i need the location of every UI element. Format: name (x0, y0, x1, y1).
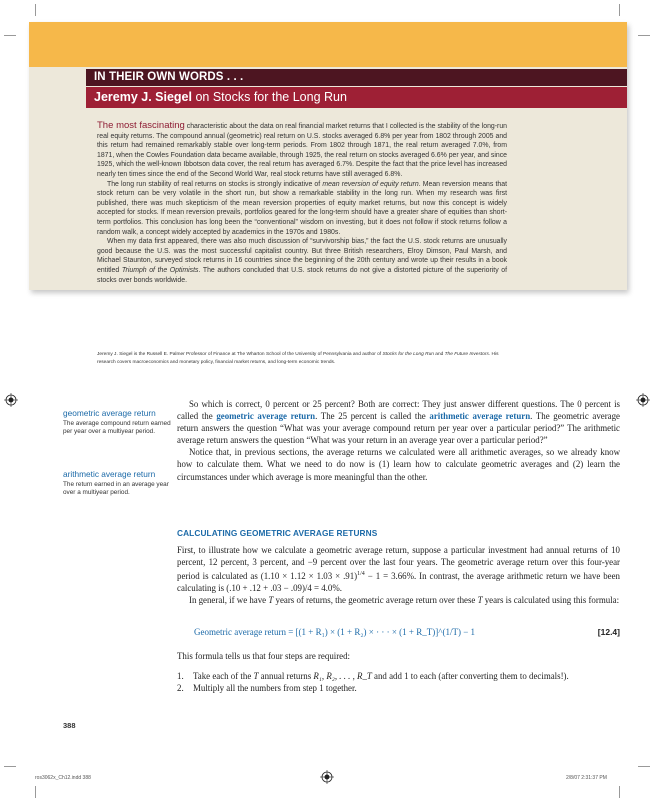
body-paragraph: In general, if we have T years of returns, the geometric average return over these T years is calculated using this formula: (189, 595, 620, 606)
glossary-term: geometric average return (63, 408, 156, 418)
feature-title-rest: on Stocks for the Long Run (191, 90, 347, 104)
feature-author: Jeremy J. Siegel (94, 90, 192, 104)
registration-mark-icon (636, 393, 650, 407)
page-number: 388 (63, 721, 76, 730)
feature-label: IN THEIR OWN WORDS . . . (86, 69, 627, 86)
crop-mark (35, 786, 36, 798)
glossary-entry (63, 470, 171, 497)
feature-box-header (29, 22, 627, 67)
essay-paragraph: The most fascinating characteristic about the data on real financial market returns that I collected is the stability of the long-run real equity returns. The compound annual (geometric) real return on U.S. stocks averaged 6.8% per year from 1802 through 2005 and this return had remained remarkably stable over long-term periods. From 1802 through 1871, the real return averaged 7.0%, from 1871, when the Cowles Foundation data became available, through 1925, the real return on stocks averaged 6.6% per year, and since 1925, which the well-known Ibbotson data cover, the real return has averaged 6.7%. Despite the fact that the price level has increased nearly ten times since the end of the Second World War, real stock returns have still averaged 6.8%. (97, 120, 508, 178)
glossary-definition: The return earned in an average year over a multiyear period. (63, 480, 169, 496)
body-text (177, 398, 620, 483)
glossary-term: arithmetic average return (63, 469, 156, 479)
glossary-definition: The average compound return earned per year over a multiyear period. (63, 419, 171, 435)
formula (177, 627, 620, 641)
crop-mark (4, 35, 16, 36)
registration-mark-icon (4, 393, 18, 407)
essay-paragraph: The long run stability of real returns on stocks is strongly indicative of mean reversion of equity return. Mean reversion means that stock return can be very volatile in the short run, but show a remarkable stability in the long run. When my research was first published, there was much skepticism of the mean reversion properties of equity market returns, but now this concept is widely accepted for stocks. If mean reversion prevails, portfolios geared for the long-term should have a greater share of equities than short-term portfolios. This conclusion has long been the “conventional” wisdom on investing, but it does not follow if stock returns follow a random walk, a concept widely accepted by academics in the 1970s and 1980s. (97, 180, 507, 236)
body-paragraph: So which is correct, 0 percent or 25 percent? Both are correct: They just answer different questions. The 0 percent is called the geometric average return. The 25 percent is called the arithmetic average return. The geometric average return answers the question “What was your average compound return per year over a particular period?” The arithmetic average return answers the question “What was your return in an average year over a particular period?” (177, 399, 620, 446)
body-paragraph: Notice that, in previous sections, the average returns we calculated were all arithmetic averages, so we already know how to calculate them. What we need to do now is (1) learn how to calculate geometric averages and (2) learn the circumstances under which average is more meaningful than the other. (177, 447, 620, 482)
key-term: arithmetic average return (429, 411, 531, 422)
key-term: geometric average return (216, 411, 316, 422)
feature-title (86, 87, 627, 108)
crop-mark (619, 786, 620, 798)
body-paragraph: First, to illustrate how we calculate a geometric average return, suppose a particular investment had annual returns of 10 percent, 12 percent, 3 percent, and −9 percent over the last four years. The geometric average return over this four-year period is calculated as $(1.10 \times 1.12 \times 1.03 \times .91)^{1/4} - 1 = 3.66\%$. In contrast, the average arithmetic return we have been calculating is (.10 + .12 + .03 − .09)/4 = 4.0%. (177, 545, 620, 594)
crop-mark (638, 766, 650, 767)
body-paragraph: This formula tells us that four steps are required: (177, 651, 351, 661)
crop-mark (35, 4, 36, 16)
formula-expression: Geometric average return = [(1 + R₁) × (1 + R₂) × · · · × (1 + R_T)]^(1/T) − 1 (194, 627, 476, 637)
print-slug: ros3062x_Ch12.indd 388 (35, 775, 91, 781)
crop-mark (4, 766, 16, 767)
list-item: 2. Multiply all the numbers from step 1 together. (177, 683, 357, 694)
glossary-entry (63, 409, 171, 436)
essay-text (97, 121, 507, 285)
print-timestamp: 2/8/07 2:31:37 PM (566, 775, 607, 781)
registration-mark-icon (320, 770, 334, 784)
body-text (177, 544, 620, 606)
formula-number: [12.4] (597, 627, 620, 637)
essay-lead: The most fascinating (97, 120, 185, 131)
essay-paragraph: When my data first appeared, there was also much discussion of “survivorship bias,” the fact the U.S. stock returns are unusually good because the U.S. was the most successful capitalist country. But three British researchers, Elroy Dimson, Paul Marsh, and Michael Staunton, surveyed stock returns in 16 countries since the beginning of the 20th century and wrote up their results in a book entitled Triumph of the Optimists. The authors concluded that U.S. stock returns do not give a distorted picture of the superiority of stocks over bonds worldwide. (97, 238, 508, 284)
crop-mark (638, 35, 650, 36)
author-bio: Jeremy J. Siegel is the Russell E. Palmer Professor of Finance at The Wharton School of the University of Pennsylvania and author of Stocks for the Long Run and The Future Investors. His research covers macroeconomics and monetary policy, financial market returns, and long-term economic trends. (97, 352, 499, 365)
section-heading: CALCULATING GEOMETRIC AVERAGE RETURNS (177, 528, 378, 538)
crop-mark (619, 4, 620, 16)
list-item: 1. Take each of the T annual returns R₁, R₂, . . . , R_T and add 1 to each (after converting them to decimals!). (177, 671, 569, 681)
steps-list (177, 670, 620, 694)
